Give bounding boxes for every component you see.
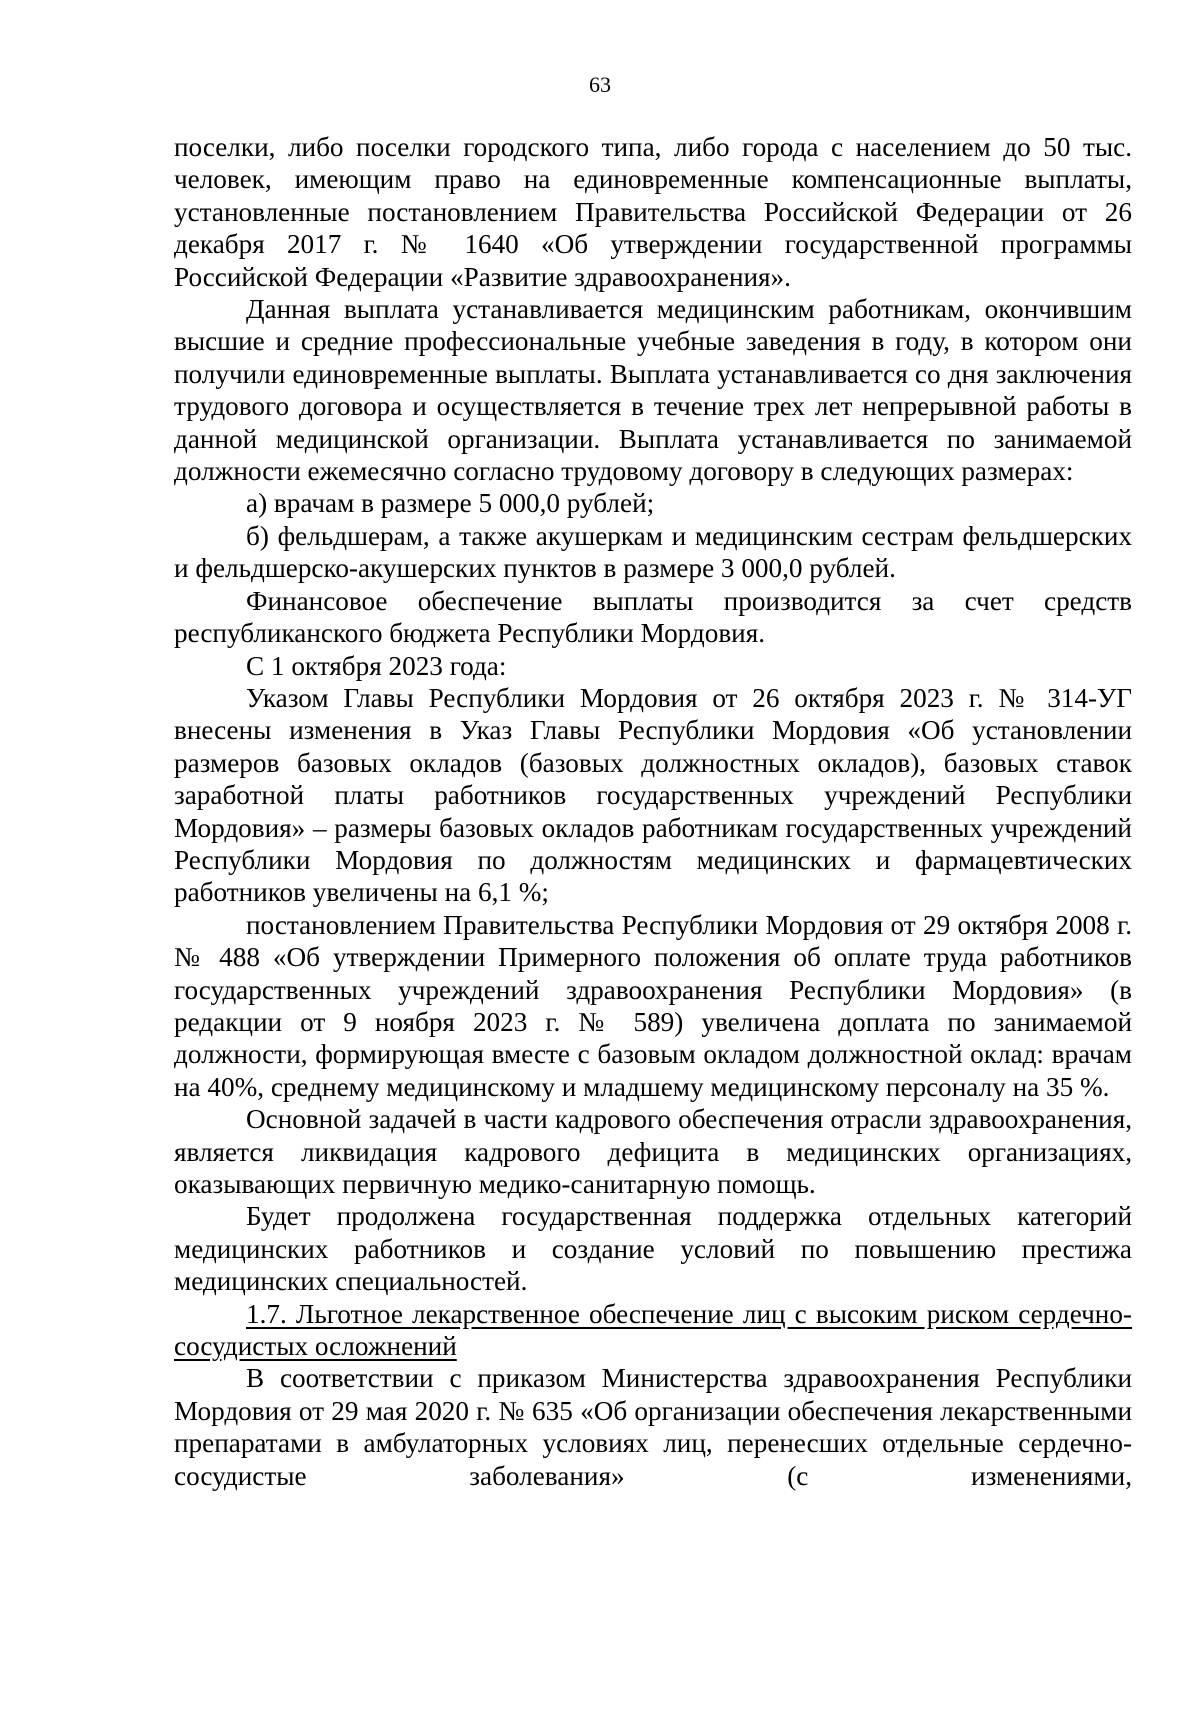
- list-item-paramedics: б) фельдшерам, а также акушеркам и медицинским сестрам фельдшерских и фельдшерско-акушерских пунктов в размере 3 000,0 рублей.: [174, 520, 1132, 584]
- section-heading: [174, 1298, 1132, 1363]
- paragraph-date: С 1 октября 2023 года:: [246, 650, 507, 681]
- paragraph-main-task: Основной задачей в части кадрового обеспечения отрасли здравоохранения, является ликвидация кадрового дефицита в медицинских организациях, оказывающих первичную медико-санитарную помощь.: [174, 1104, 1132, 1199]
- document-body: [174, 131, 1132, 1492]
- page-number: 63: [589, 72, 611, 97]
- paragraph-financing: Финансовое обеспечение выплаты производится за счет средств республиканского бюджета Республики Мордовия.: [174, 585, 1132, 649]
- paragraph-state-support: Будет продолжена государственная поддержка отдельных категорий медицинских работников и создание условий по повышению престижа медицинских специальностей.: [174, 1201, 1132, 1297]
- paragraph-decree: Указом Главы Республики Мордовия от 26 октября 2023 г. № 314-УГ внесены изменения в Указ Главы Республики Мордовия «Об установлении размеров базовых окладов (базовых должностных окладов), базовых ставок заработной платы работников государственных учреждений Республики Мордовия» – размеры базовых окладов работникам государственных учреждений Республики Мордовия по должностям медицинских и фармацевтических работников увеличены на 6,1 %;: [174, 682, 1132, 908]
- paragraph-resolution: постановлением Правительства Республики Мордовия от 29 октября 2008 г. № 488 «Об утверждении Примерного положения об оплате труда работников государственных учреждений здравоохранения Республики Мордовия» (в редакции от 9 ноября 2023 г. № 589) увеличена доплата по занимаемой должности, формирующая вместе с базовым окладом должностной оклад: врачам на 40%, среднему медицинскому и младшему медицинскому персоналу на 35 %.: [174, 909, 1132, 1102]
- paragraph-continuation: поселки, либо поселки городского типа, либо города с населением до 50 тыс. человек, имеющим право на единовременные компенсационные выплаты, установленные постановлением Правительства Российской Федерации от 26 декабря 2017 г. № 1640 «Об утверждении государственной программы Российской Федерации «Развитие здравоохранения».: [174, 132, 1132, 292]
- paragraph-order: В соответствии с приказом Министерства здравоохранения Республики Мордовия от 29 мая 2020 г. № 635 «Об организации обеспечения лекарственными препаратами в амбулаторных условиях лиц, перенесших отдельные сердечно-сосудистые заболевания» (с изменениями,: [174, 1363, 1132, 1491]
- section-heading-text: 1.7. Льготное лекарственное обеспечение лиц с высоким риском сердечно-сосудистых осложнений: [174, 1298, 1132, 1362]
- list-item-doctors: а) врачам в размере 5 000,0 рублей;: [246, 488, 655, 519]
- paragraph-payment-description: Данная выплата устанавливается медицинским работникам, окончившим высшие и средние профессиональные учебные заведения в году, в котором они получили единовременные выплаты. Выплата устанавливается со дня заключения трудового договора и осуществляется в течение трех лет непрерывной работы в данной медицинской организации. Выплата устанавливается по занимаемой должности ежемесячно согласно трудовому договору в следующих размерах:: [174, 294, 1132, 487]
